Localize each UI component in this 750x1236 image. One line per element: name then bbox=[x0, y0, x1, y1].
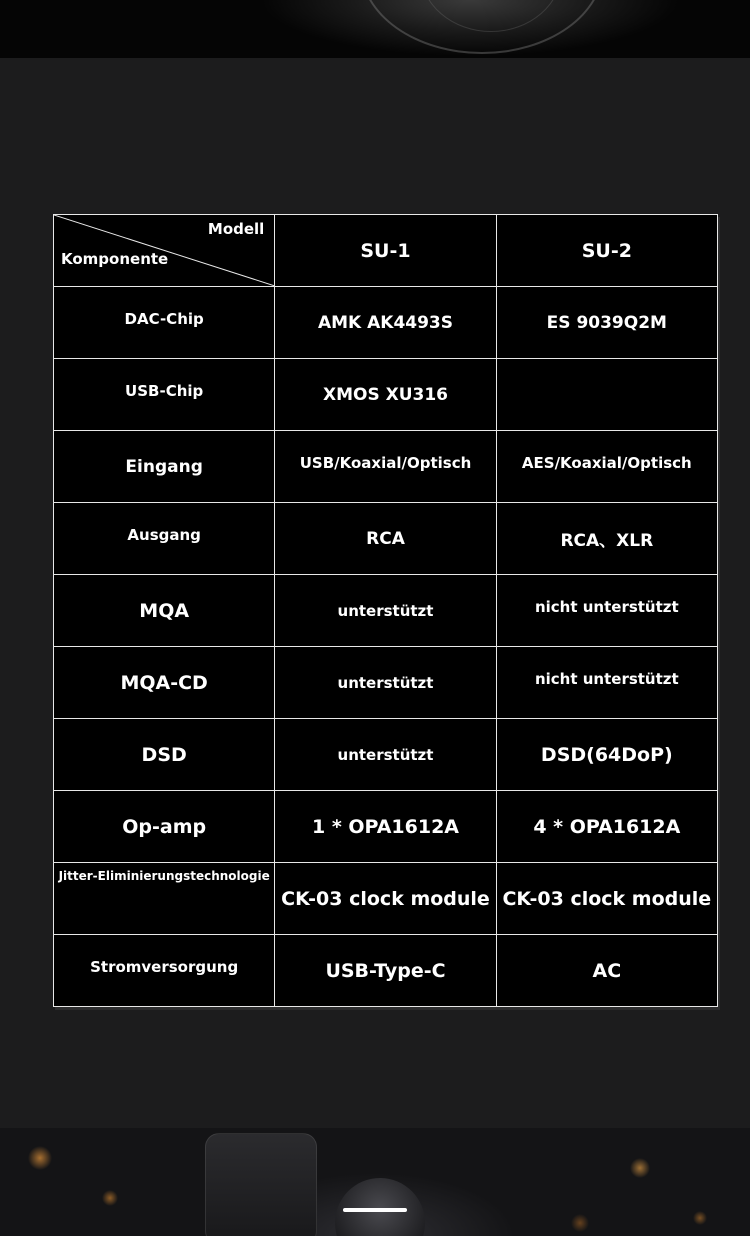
top-product-image bbox=[0, 0, 750, 58]
su2-value bbox=[496, 359, 717, 431]
home-indicator[interactable] bbox=[343, 1208, 407, 1212]
su2-value: ES 9039Q2M bbox=[496, 287, 717, 359]
su1-value: AMK AK4493S bbox=[275, 287, 496, 359]
row-label: MQA-CD bbox=[54, 647, 275, 719]
table-header-row bbox=[54, 215, 718, 287]
su1-value: USB-Type-C bbox=[275, 935, 496, 1007]
model-header-su2: SU-2 bbox=[496, 215, 717, 287]
su1-value: unterstützt bbox=[275, 647, 496, 719]
table-row bbox=[54, 719, 718, 791]
table-row bbox=[54, 791, 718, 863]
modell-label: Modell bbox=[207, 220, 265, 238]
table-row bbox=[54, 431, 718, 503]
su2-value: CK-03 clock module bbox=[496, 863, 717, 935]
su2-value: DSD(64DoP) bbox=[496, 719, 717, 791]
su2-value: nicht unterstützt bbox=[496, 571, 717, 643]
su1-value: USB/Koaxial/Optisch bbox=[275, 427, 496, 499]
row-label: MQA bbox=[54, 575, 275, 647]
su1-value: unterstützt bbox=[275, 575, 496, 647]
table-row bbox=[54, 287, 718, 359]
su1-value: CK-03 clock module bbox=[275, 863, 496, 935]
su2-value: RCA、XLR bbox=[496, 503, 717, 575]
su1-value: XMOS XU316 bbox=[275, 359, 496, 431]
su1-value: RCA bbox=[275, 503, 496, 575]
row-label: Stromversorgung bbox=[54, 931, 275, 1003]
comparison-table bbox=[53, 214, 718, 1007]
device-knob-decoration bbox=[205, 1133, 317, 1236]
row-label bbox=[54, 863, 275, 935]
row-label: DAC-Chip bbox=[54, 283, 275, 355]
row-label: Op-amp bbox=[54, 791, 275, 863]
su2-value: AES/Koaxial/Optisch bbox=[496, 427, 717, 499]
row-label: DSD bbox=[54, 719, 275, 791]
su1-value: 1 * OPA1612A bbox=[275, 791, 496, 863]
model-header-su1: SU-1 bbox=[275, 215, 496, 287]
su2-value: AC bbox=[496, 935, 717, 1007]
table-row bbox=[54, 935, 718, 1007]
bottom-product-image bbox=[0, 1128, 750, 1236]
table-row bbox=[54, 359, 718, 431]
table-row bbox=[54, 647, 718, 719]
row-label-text: Jitter-Eliminierungstechnologie bbox=[58, 869, 270, 883]
row-label: USB-Chip bbox=[54, 355, 275, 427]
table-row bbox=[54, 503, 718, 575]
table-row bbox=[54, 863, 718, 935]
header-corner-cell bbox=[54, 215, 275, 287]
device-dial-decoration bbox=[335, 1178, 425, 1236]
row-label: Ausgang bbox=[54, 499, 275, 571]
su1-value: unterstützt bbox=[275, 719, 496, 791]
row-label: Eingang bbox=[54, 431, 275, 503]
komponente-label: Komponente bbox=[61, 250, 169, 268]
table-row bbox=[54, 575, 718, 647]
su2-value: nicht unterstützt bbox=[496, 643, 717, 715]
su2-value: 4 * OPA1612A bbox=[496, 791, 717, 863]
